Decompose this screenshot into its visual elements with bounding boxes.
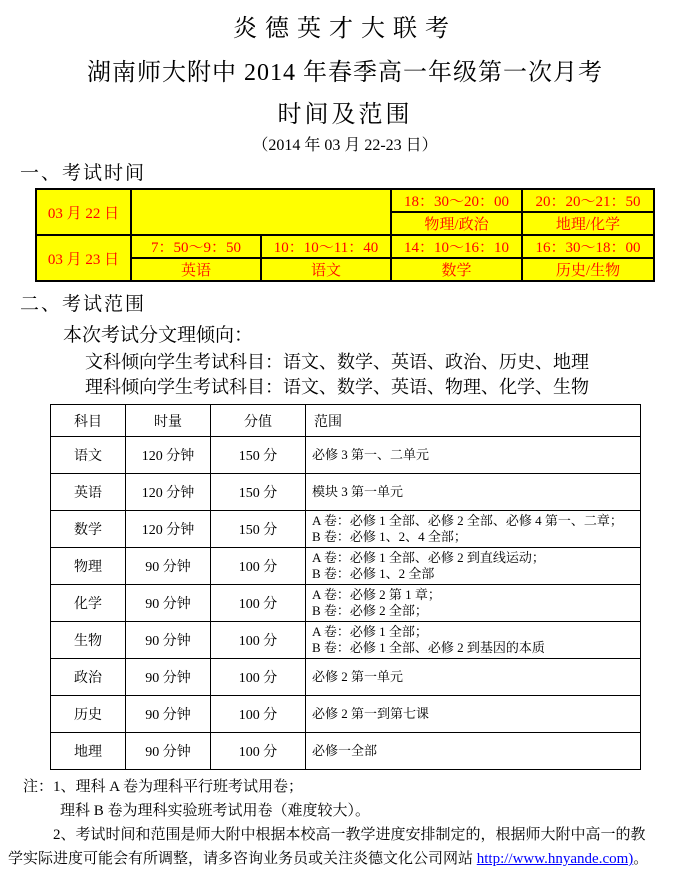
duration-cell: 120 分钟	[126, 437, 211, 474]
duration-cell: 90 分钟	[126, 659, 211, 696]
range-line: B 卷：必修 1 全部、必修 2 到基因的本质	[312, 640, 545, 655]
range-cell	[306, 733, 641, 770]
schedule-subject-cell: 地理/化学	[522, 212, 654, 235]
doc-subtitle: 湖南师大附中 2014 年春季高一年级第一次月考	[87, 60, 603, 86]
range-line: A 卷：必修 1 全部、必修 2 到直线运动；	[312, 550, 545, 565]
doc-title: 炎德英才大联考	[233, 16, 457, 42]
schedule-time-cell: 14：10～16：10	[391, 235, 522, 258]
exam-schedule-table	[35, 188, 655, 282]
score-cell: 100 分	[211, 733, 306, 770]
schedule-subject-cell: 英语	[131, 258, 261, 281]
science-subjects-line: 理科倾向学生考试科目：语文、数学、英语、物理、化学、生物	[85, 377, 589, 397]
liberal-arts-subjects-line: 文科倾向学生考试科目：语文、数学、英语、政治、历史、地理	[85, 352, 589, 372]
range-cell	[306, 548, 641, 585]
range-line: 必修 3 第一、二单元	[312, 447, 430, 462]
range-line: B 卷：必修 1、2、4 全部；	[312, 529, 467, 544]
section2-heading: 二、考试范围	[20, 294, 147, 315]
scope-table-body	[51, 437, 641, 770]
subject-cell: 英语	[51, 474, 126, 511]
exam-scope-table	[50, 404, 641, 770]
note-line-2: 理科 B 卷为理科实验班考试用卷（难度较大）。	[60, 803, 371, 819]
col-header-subject: 科目	[51, 405, 126, 437]
table-row	[51, 437, 641, 474]
range-line: 必修一全部	[312, 743, 378, 758]
range-cell	[306, 696, 641, 733]
schedule-subject-cell: 历史/生物	[522, 258, 654, 281]
table-row	[51, 622, 641, 659]
range-line: 模块 3 第一单元	[312, 484, 404, 499]
col-header-range: 范围	[306, 405, 641, 437]
table-row	[51, 696, 641, 733]
range-cell	[306, 585, 641, 622]
note-line-3: 2、考试时间和范围是师大附中根据本校高一教学进度安排制定的，根据师大附中高一的教	[53, 827, 646, 843]
subject-cell: 生物	[51, 622, 126, 659]
table-row	[51, 585, 641, 622]
score-cell: 150 分	[211, 474, 306, 511]
duration-cell: 90 分钟	[126, 696, 211, 733]
range-line: 必修 2 第一单元	[312, 669, 404, 684]
score-cell: 100 分	[211, 548, 306, 585]
table-row	[51, 474, 641, 511]
range-line: A 卷：必修 2 第 1 章；	[312, 587, 441, 602]
table-row	[51, 659, 641, 696]
doc-section-title: 时间及范围	[277, 102, 413, 128]
website-link[interactable]: http://www.hnyande.com)	[476, 851, 634, 867]
table-header-row	[51, 405, 641, 437]
score-cell: 100 分	[211, 659, 306, 696]
subject-cell: 历史	[51, 696, 126, 733]
score-cell: 100 分	[211, 622, 306, 659]
score-cell: 100 分	[211, 696, 306, 733]
score-cell: 150 分	[211, 511, 306, 548]
subject-cell: 物理	[51, 548, 126, 585]
schedule-subject-cell: 物理/政治	[391, 212, 522, 235]
range-cell	[306, 622, 641, 659]
table-row	[51, 511, 641, 548]
score-cell: 150 分	[211, 437, 306, 474]
subject-cell: 地理	[51, 733, 126, 770]
duration-cell: 120 分钟	[126, 474, 211, 511]
range-line: A 卷：必修 1 全部、必修 2 全部、必修 4 第一、二章；	[312, 513, 623, 528]
schedule-time-cell: 20：20～21：50	[522, 189, 654, 212]
range-cell	[306, 511, 641, 548]
range-cell	[306, 659, 641, 696]
col-header-score: 分值	[211, 405, 306, 437]
range-line: B 卷：必修 1、2 全部	[312, 566, 435, 581]
duration-cell: 90 分钟	[126, 585, 211, 622]
range-line: 必修 2 第一到第七课	[312, 706, 430, 721]
schedule-date-cell: 03 月 23 日	[36, 235, 131, 281]
range-line: B 卷：必修 2 全部；	[312, 603, 428, 618]
note-line-4-text: 学实际进度可能会有所调整，请多咨询业务员或关注炎德文化公司网站	[8, 851, 477, 867]
score-cell: 100 分	[211, 585, 306, 622]
note-line-4-suffix: 。	[633, 851, 649, 867]
note-line-4	[8, 847, 690, 871]
subject-cell: 政治	[51, 659, 126, 696]
table-row	[51, 548, 641, 585]
schedule-time-cell: 18：30～20：00	[391, 189, 522, 212]
duration-cell: 90 分钟	[126, 622, 211, 659]
schedule-empty-cell	[131, 189, 391, 235]
range-line: A 卷：必修 1 全部；	[312, 624, 428, 639]
schedule-time-cell: 10：10～11：40	[261, 235, 391, 258]
range-cell	[306, 437, 641, 474]
col-header-duration: 时量	[126, 405, 211, 437]
duration-cell: 90 分钟	[126, 548, 211, 585]
subject-cell: 语文	[51, 437, 126, 474]
schedule-subject-cell: 数学	[391, 258, 522, 281]
schedule-date-cell: 03 月 22 日	[36, 189, 131, 235]
schedule-time-cell: 16：30～18：00	[522, 235, 654, 258]
section1-heading: 一、考试时间	[20, 163, 147, 184]
duration-cell: 90 分钟	[126, 733, 211, 770]
range-cell	[306, 474, 641, 511]
scope-intro: 本次考试分文理倾向：	[63, 325, 254, 346]
schedule-time-cell: 7：50～9：50	[131, 235, 261, 258]
subject-cell: 数学	[51, 511, 126, 548]
schedule-subject-cell: 语文	[261, 258, 391, 281]
notes-block	[0, 775, 690, 871]
table-row	[51, 733, 641, 770]
duration-cell: 120 分钟	[126, 511, 211, 548]
doc-date-range: （2014 年 03 月 22-23 日）	[252, 137, 438, 154]
note-line-1: 注：1、理科 A 卷为理科平行班考试用卷；	[23, 779, 304, 795]
subject-cell: 化学	[51, 585, 126, 622]
